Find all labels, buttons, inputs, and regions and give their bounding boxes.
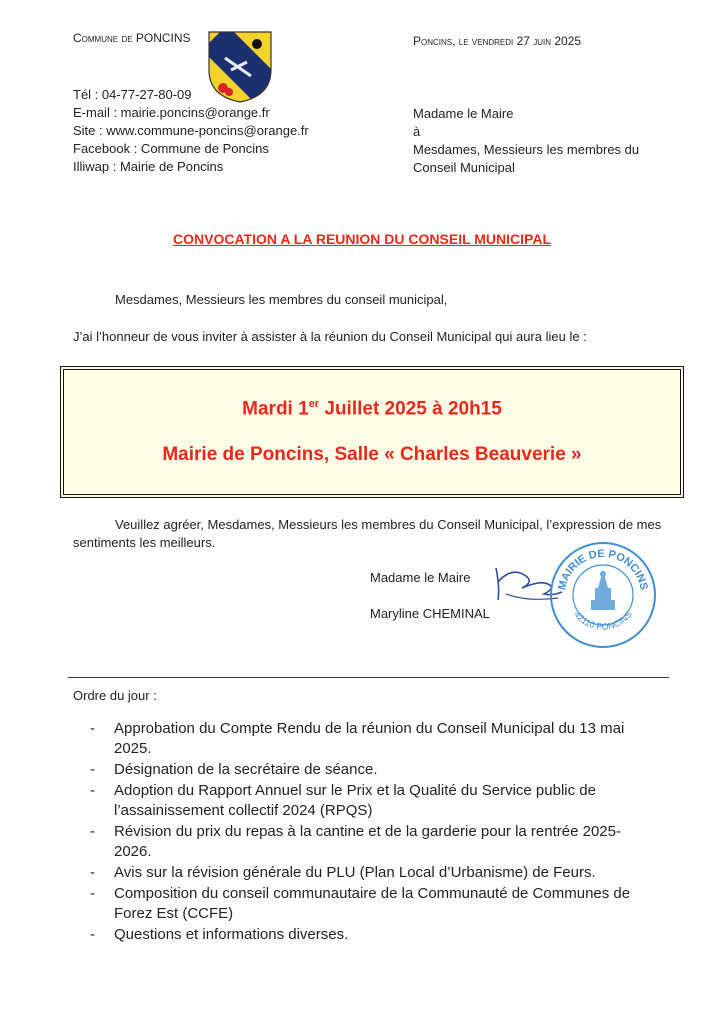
document-title: CONVOCATION A LA REUNION DU CONSEIL MUNICIPAL bbox=[173, 231, 551, 247]
recipient-line: Mesdames, Messieurs les membres du bbox=[413, 142, 640, 157]
agenda-item: - Adoption du Rapport Annuel sur le Prix et la Qualité du Service public de l’assainissement collectif 2024 (RPQS) bbox=[90, 782, 596, 819]
stamp-bottom-text: 42110 PONCINS bbox=[572, 609, 634, 632]
agenda-heading: Ordre du jour : bbox=[73, 688, 157, 703]
meeting-place: Mairie de Poncins, Salle « Charles Beauverie » bbox=[162, 444, 582, 465]
agenda-item: - Questions et informations diverses. bbox=[90, 926, 349, 943]
mayor-stamp bbox=[548, 540, 658, 650]
letter-date: Poncins, le vendredi 27 juin 2025 bbox=[413, 34, 582, 48]
commune-name: Commune de PONCINS bbox=[73, 31, 191, 45]
salutation: Mesdames, Messieurs les membres du conseil municipal, bbox=[115, 292, 448, 307]
agenda-item: - Désignation de la secrétaire de séance. bbox=[90, 761, 378, 778]
contact-block bbox=[73, 86, 309, 176]
contact-phone: Tél : 04-77-27-80-09 bbox=[73, 87, 192, 102]
recipient-line: Conseil Municipal bbox=[413, 160, 515, 175]
signer-name: Maryline CHEMINAL bbox=[370, 606, 490, 621]
signer-title: Madame le Maire bbox=[370, 570, 471, 585]
agenda-list bbox=[90, 719, 650, 946]
stamp-top-text: MAIRIE DE PONCINS bbox=[556, 547, 650, 592]
meeting-date: Mardi 1er Juillet 2025 à 20h15 bbox=[242, 398, 502, 420]
meeting-details-box bbox=[60, 366, 684, 498]
intro-paragraph: J’ai l’honneur de vous inviter à assister à la réunion du Conseil Municipal qui aura lieu le : bbox=[73, 329, 587, 344]
contact-website: Site : www.commune-poncins@orange.fr bbox=[73, 123, 309, 138]
contact-email: E-mail : mairie.poncins@orange.fr bbox=[73, 105, 270, 120]
agenda-item: - Avis sur la révision générale du PLU (Plan Local d’Urbanisme) de Feurs. bbox=[90, 864, 596, 881]
agenda-item: - Révision du prix du repas à la cantine et de la garderie pour la rentrée 2025-2026. bbox=[90, 823, 621, 860]
section-divider bbox=[68, 677, 669, 678]
agenda-item: - Composition du conseil communautaire de la Communauté de Communes de Forez Est (CCFE) bbox=[90, 885, 631, 922]
contact-facebook: Facebook : Commune de Poncins bbox=[73, 141, 269, 156]
sender-title: Madame le Maire bbox=[413, 106, 514, 121]
recipient-preposition: à bbox=[413, 124, 421, 139]
agenda-item: - Approbation du Compte Rendu de la réunion du Conseil Municipal du 13 mai 2025. bbox=[90, 720, 625, 757]
contact-illiwap: Illiwap : Mairie de Poncins bbox=[73, 159, 224, 174]
stamp-emblem-icon bbox=[591, 570, 615, 610]
recipient-block bbox=[413, 105, 639, 177]
closing-paragraph: Veuillez agréer, Mesdames, Messieurs les membres du Conseil Municipal, l’expression de mes sentiments les meilleurs. bbox=[73, 517, 662, 550]
